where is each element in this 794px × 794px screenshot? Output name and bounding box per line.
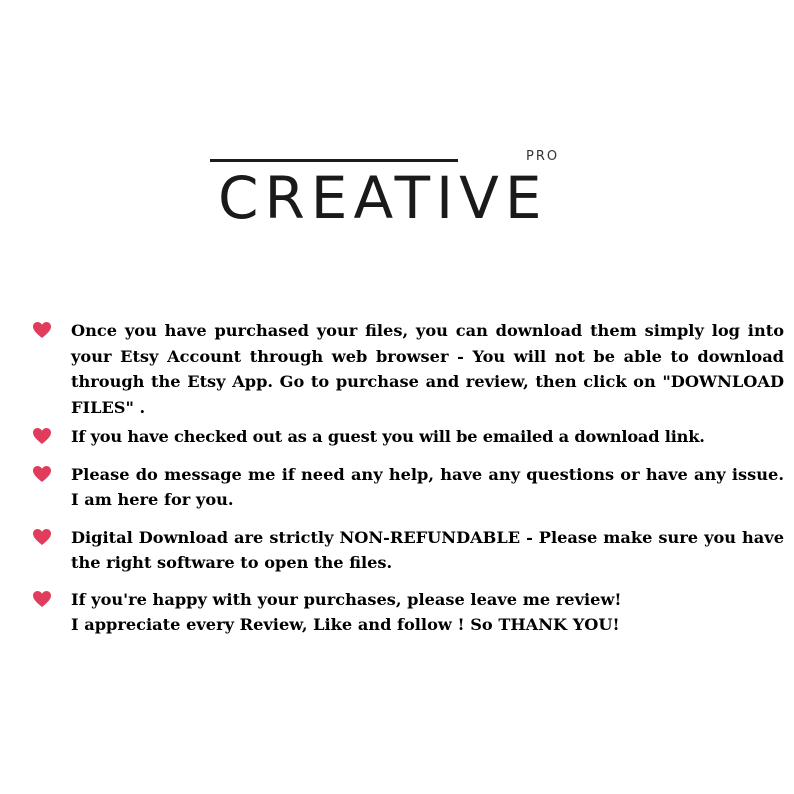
logo-rule [210,159,458,162]
heart-icon [32,590,52,608]
logo-pro-text: PRO [526,149,560,164]
heart-icon [32,528,52,546]
item-text: If you have checked out as a guest you will be emailed a download link. [71,427,705,446]
item-text-line: If you're happy with your purchases, please leave me review! [71,589,622,609]
list-item [32,587,784,638]
list-item [32,318,784,420]
item-text-line: I appreciate every Review, Like and follow ! So THANK YOU! [71,615,620,634]
heart-icon [32,465,52,483]
creative-pro-logo [208,145,578,235]
instructions-list [32,318,784,649]
list-item [32,424,784,450]
logo-wordmark: CREATIVE [218,164,548,232]
item-text: Once you have purchased your files, you can download them simply log into your Etsy Account through web browser - You will not be able to download through the Etsy App. Go to purchase and review, then click on "DOWNLOAD FILES" . [71,321,784,417]
list-item [32,525,784,576]
heart-icon [32,321,52,339]
item-text: Digital Download are strictly NON-REFUNDABLE - Please make sure you have the right software to open the files. [71,527,784,572]
item-text: Please do message me if need any help, have any questions or have any issue. I am here for you. [71,464,784,509]
list-item [32,462,784,513]
heart-icon [32,427,52,445]
